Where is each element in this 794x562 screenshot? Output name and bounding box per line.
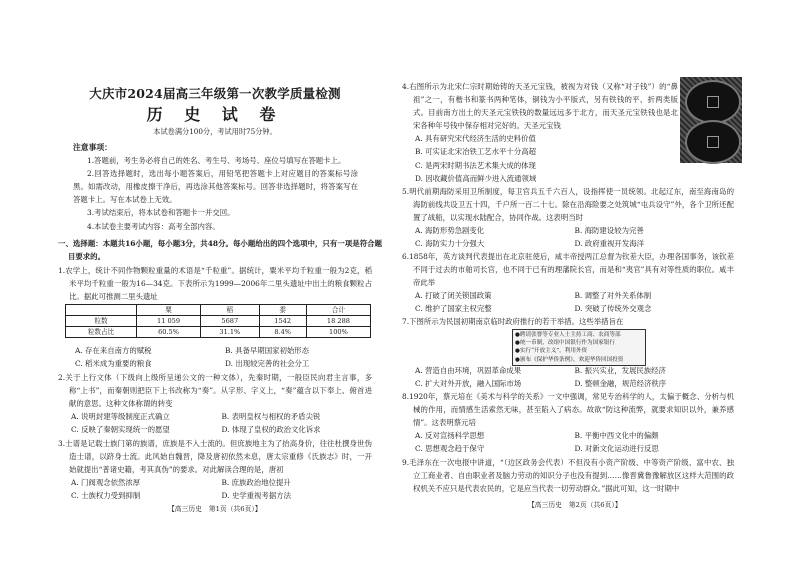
option: D. 整顿金融，规范经济秩序 <box>574 379 667 389</box>
question-stem: 7.下图所示为民国初期南京临时政府推行的若干举措。这些举措旨在 <box>402 317 624 326</box>
measure-item: ●颁布《保护华侨条例》，欢迎华侨回国投资 <box>515 356 624 363</box>
table-cell: 11 059 <box>137 316 201 327</box>
question-options <box>402 289 734 315</box>
option: B. 海防建设较为完善 <box>574 226 644 236</box>
option: B. 可实证北宋冶铁工艺水平十分高超 <box>415 147 536 157</box>
question-stem: 6.1858年，英方谈判代表提出在北京驻使后，咸丰帝授两江总督为钦差大臣，办理各国事务，该钦差不同于过去的市舶司长官，也不同于已有的理藩院长官，而是和“夷官”具有对等性质的职位。咸丰帝此举 <box>402 252 734 288</box>
option: D. 出现较完善的社会分工 <box>225 359 310 369</box>
table-cell: 8.4% <box>259 327 306 338</box>
question-options <box>402 429 734 455</box>
option: C. 思想观念趋于保守 <box>415 444 485 454</box>
question-options <box>402 224 734 250</box>
option: D. 政府重视开发海洋 <box>574 239 644 249</box>
option: D. 突破了传统外交观念 <box>574 304 652 314</box>
question-7-options <box>402 364 734 390</box>
option: B. 振兴实业，发展民族经济 <box>574 366 666 375</box>
question-3 <box>58 437 372 502</box>
option: B. 调整了对外关系体制 <box>574 291 652 301</box>
option: C. 维护了国家主权完整 <box>415 304 492 314</box>
question-stem: 3.士谱是记载士族门第的族谱，庶族是不入士流的。但庶族地主为了抬高身价，往往杜撰身世伪造士谱，以跻身士流。此风始自魏晋，降及唐初依然未息，唐太宗重修《氏族志》时，一开始就提出“普诸史籍，考其真伪”的要求。对此解读合理的是，唐初 <box>58 439 372 475</box>
table-header: 稻 <box>201 305 259 316</box>
question-8 <box>402 390 734 455</box>
notes <box>73 141 358 233</box>
question-4 <box>402 80 678 185</box>
coin-icon <box>685 80 741 124</box>
table-header <box>66 305 137 316</box>
table-cell: 5687 <box>201 316 259 327</box>
page-footer: 【高三历史 第2页（共6页）】 <box>528 501 622 509</box>
question-stem: 8.1920年，蔡元培在《美术与科学的关系》一文中强调，常见专治科学的人，太偏于概念、分析与机械的作用，而情感生活索然无味，甚至陷入了病态。故欲“防这种流弊，就要求知识以外，兼养感情”。这表明蔡元培 <box>402 392 734 428</box>
table-cell: 100% <box>306 327 370 338</box>
option: A. 说明封建等级制度正式确立 <box>71 412 170 422</box>
note-item: 4.本试卷主要考试内容：高考全部内容。 <box>87 221 220 231</box>
question-options <box>58 476 372 502</box>
page-footer: 【高三历史 第1页（共6页）】 <box>168 505 262 513</box>
option: B. 平衡中西文化中的偏颇 <box>574 431 659 441</box>
question-stem: 9.毛泽东在一次电报中讲道，“（边区政务会代表）不但没有小资产阶级、中等资产阶级、富中农、独立工商业者、自由职业者及脑力劳动的知识分子也没有提到……像晋冀鲁豫解放区这样大范围的政权机关不应只是代表农民的，它是应当代表一切劳动群众。”据此可知，这一时期中 <box>402 458 734 494</box>
option: B. 具备早期国家初始形态 <box>225 346 310 355</box>
option: A. 营造自由环境，巩固革命成果 <box>415 366 522 375</box>
grain-table <box>65 304 371 338</box>
question-2 <box>58 371 372 436</box>
question-options <box>402 132 678 184</box>
option: C. 士族权力受到抑制 <box>71 491 141 501</box>
option: D. 史学重视考据方法 <box>221 491 291 501</box>
coin-icon <box>685 120 741 164</box>
measure-item: ●实行“开放主义”，利用外资 <box>515 348 588 355</box>
table-header-row <box>66 305 371 316</box>
question-7 <box>402 315 734 328</box>
table-cell: 60.5% <box>137 327 201 338</box>
option: A. 门阀观念依然浓厚 <box>71 478 141 488</box>
option: A. 打破了闭关锁国政策 <box>415 291 492 301</box>
option: D. 对新文化运动进行反思 <box>574 444 659 454</box>
coin-image <box>680 77 742 163</box>
table-header: 黍 <box>259 305 306 316</box>
question-options <box>58 410 372 436</box>
question-stem: 2.关于上行文体（下级向上级所呈递公文的一种文体），先秦时期，一般臣民向君主言事，多称“上书”，而秦朝则把臣下上书改称为“奏”。从字形、字义上，“奏”蕴含以下奉上、俯首进献的意思。这种文体称谓的转变 <box>58 373 372 409</box>
option: A. 存在来自南方的赋税 <box>75 346 152 355</box>
exam-meta: 本试卷满分100分，考试用时75分钟。 <box>153 127 277 136</box>
option: C. 是两宋时期书法艺术集大成的体现 <box>415 160 536 170</box>
option: B. 表明皇权与相权的矛盾尖锐 <box>221 412 321 422</box>
exam-subject: 历 史 试 卷 <box>146 105 284 124</box>
question-6 <box>402 250 734 315</box>
measure-item: ●统一币制，改组中国银行作为国家银行 <box>515 340 615 347</box>
question-9 <box>402 456 734 495</box>
note-item: 2.回答选择题时，选出每小题答案后，用铅笔把答题卡上对应题目的答案标号涂黑。如需改动，用橡皮擦干净后，再选涂其他答案标号。回答非选择题时，将答案写在答题卡上。写在本试卷上无效。 <box>73 169 358 205</box>
measures-box <box>512 329 646 366</box>
table-cell: 粒数占比 <box>66 327 137 338</box>
table-cell: 粒数 <box>66 316 137 327</box>
option: C. 扩大对外开放，融入国际市场 <box>415 379 522 389</box>
option: B. 庶族政治地位提升 <box>221 478 291 488</box>
question-stem: 5.明代前期海防采用卫所制度，每卫官兵五千六百人，设指挥使一员统领。北起辽东，南至海南岛的海防前线共设卫五十四，千户所一百二十七。除在沿海险要之处筑城“屯兵设守”外，各个卫所还配置了战船，以实现水陆配合，协同作战。这表明当时 <box>402 187 734 223</box>
table-header: 粟 <box>137 305 201 316</box>
note-item: 1.答题前，考生务必将自己的姓名、考生号、考场号、座位号填写在答题卡上。 <box>87 156 346 166</box>
note-item: 3.考试结束后，将本试卷和答题卡一并交回。 <box>87 208 235 218</box>
option: D. 体现了皇权的政治文化诉求 <box>221 425 321 435</box>
exam-title: 大庆市2024届高三年级第一次教学质量检测 <box>89 86 341 101</box>
option: C. 稻米成为重要的粮食 <box>75 359 152 369</box>
option: C. 反映了秦朝实现统一的愿望 <box>71 425 170 435</box>
option: A. 具有研究宋代经济生活的史料价值 <box>415 134 536 144</box>
question-1-options <box>62 344 375 370</box>
section-heading: 一、选择题：本题共16小题，每小题3分，共48分。每小题给出的四个选项中，只有一项是符合题目要求的。 <box>58 239 382 262</box>
question-5 <box>402 185 734 250</box>
option: A. 反对宣扬科学思想 <box>415 431 485 441</box>
question-stem: 1.农学上，统计不同作物颗粒重量的术语是“千粒重”。据统计，粟米平均千粒重一般为2克，稻米平均千粒重一般为16—34克。下表所示为1999—2006年二里头遗址中出土的粮食颗粒占比。据此可推测二里头遗址 <box>58 266 372 302</box>
question-stem: 4.右图所示为北宋仁宗时期始铸的天圣元宝钱，被视为对钱（又称“对子钱”）的“鼻祖”之一，有楷书和篆书两种笔体，铜钱为小平版式，另有铁钱的平、折两类版式。目前南方出土的天圣元宝铁钱的数量远远多于北方，而天圣元宝铁钱也是北宋各种年号钱中保存相对完好的。天圣元宝钱 <box>402 82 678 131</box>
table-row <box>66 327 371 338</box>
table-row <box>66 316 371 327</box>
table-header: 合计 <box>306 305 370 316</box>
measure-item: ●聘请张謇等专业人士主持工商、农商等部 <box>515 332 621 338</box>
notes-heading: 注意事项： <box>73 143 112 152</box>
table-cell: 1542 <box>259 316 306 327</box>
option: D. 因收藏价值高而鲜少进入流通领域 <box>415 173 537 183</box>
question-1 <box>58 264 372 303</box>
table-cell: 18 288 <box>306 316 370 327</box>
option: C. 海防实力十分强大 <box>415 239 485 249</box>
option: A. 海防形势急剧变化 <box>415 226 485 236</box>
table-cell: 31.1% <box>201 327 259 338</box>
